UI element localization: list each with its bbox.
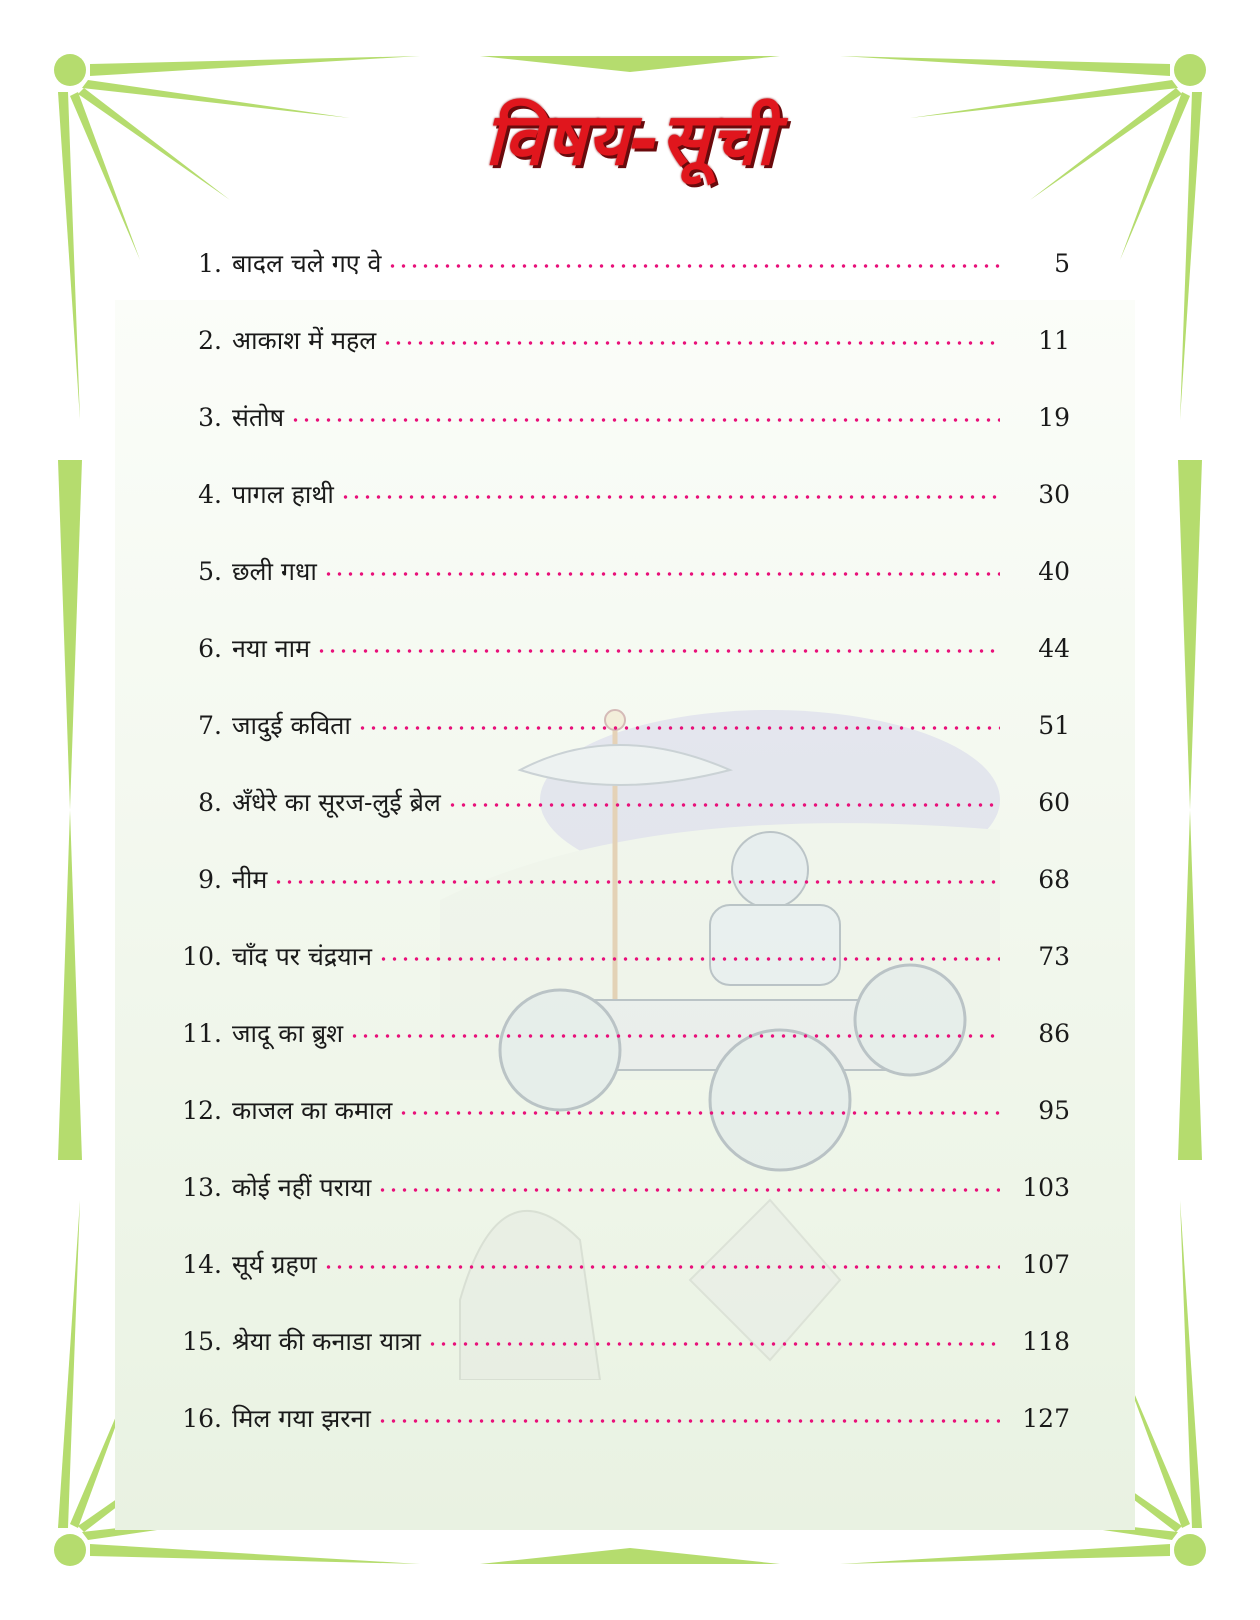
entry-number: 8. (198, 787, 222, 817)
entry-number: 14. (182, 1249, 222, 1279)
entry-title: पागल हाथी (232, 480, 334, 509)
entry-page: 5 (1054, 248, 1070, 278)
toc-entry-2[interactable] (170, 315, 1070, 365)
entry-page: 44 (1038, 633, 1070, 663)
entry-title: संतोष (232, 403, 285, 432)
entry-number: 16. (182, 1403, 222, 1433)
entry-page: 51 (1038, 710, 1070, 740)
toc-entry-6[interactable] (170, 623, 1070, 673)
entry-title: बादल चले गए वे (232, 249, 382, 278)
entry-page: 107 (1022, 1249, 1070, 1279)
toc-entry-10[interactable] (170, 931, 1070, 981)
entry-number: 12. (182, 1095, 222, 1125)
leader-dots (382, 341, 1000, 345)
toc-entry-16[interactable] (170, 1393, 1070, 1443)
entry-page: 68 (1038, 864, 1070, 894)
entry-page: 11 (1038, 325, 1070, 355)
leader-dots (427, 1342, 1000, 1346)
toc-entry-4[interactable] (170, 469, 1070, 519)
leader-dots (447, 803, 1000, 807)
entry-page: 73 (1038, 941, 1070, 971)
leader-dots (323, 572, 1000, 576)
leader-dots (398, 1111, 1000, 1115)
entry-title: नीम (232, 865, 268, 894)
entry-page: 30 (1038, 479, 1070, 509)
leader-dots (377, 1188, 1000, 1192)
entry-page: 95 (1038, 1095, 1070, 1125)
entry-page: 86 (1038, 1018, 1070, 1048)
entry-title: छली गधा (232, 557, 317, 586)
entry-number: 11. (182, 1018, 222, 1048)
entry-title: कोई नहीं पराया (232, 1173, 372, 1202)
toc-entry-1[interactable] (170, 238, 1070, 288)
toc-entry-15[interactable] (170, 1316, 1070, 1366)
entry-number: 1. (198, 248, 222, 278)
entry-number: 9. (198, 864, 222, 894)
entry-number: 7. (198, 710, 222, 740)
entry-number: 13. (182, 1172, 222, 1202)
leader-dots (377, 1419, 1000, 1423)
toc-entry-7[interactable] (170, 700, 1070, 750)
toc-entry-11[interactable] (170, 1008, 1070, 1058)
toc-entry-12[interactable] (170, 1085, 1070, 1135)
leader-dots (273, 880, 1000, 884)
entry-title: श्रेया की कनाडा यात्रा (232, 1327, 421, 1356)
entry-page: 19 (1038, 402, 1070, 432)
toc-entry-9[interactable] (170, 854, 1070, 904)
toc-entry-8[interactable] (170, 777, 1070, 827)
entry-number: 6. (198, 633, 222, 663)
leader-dots (316, 649, 1000, 653)
entry-number: 3. (198, 402, 222, 432)
toc-entry-5[interactable] (170, 546, 1070, 596)
entry-page: 60 (1038, 787, 1070, 817)
entry-page: 118 (1022, 1326, 1070, 1356)
entry-title: नया नाम (232, 634, 311, 663)
toc-entry-13[interactable] (170, 1162, 1070, 1212)
entry-title: मिल गया झरना (232, 1404, 371, 1433)
toc-entry-3[interactable] (170, 392, 1070, 442)
entry-page: 103 (1022, 1172, 1070, 1202)
entry-number: 5. (198, 556, 222, 586)
leader-dots (387, 264, 1000, 268)
leader-dots (349, 1034, 1000, 1038)
toc-entry-14[interactable] (170, 1239, 1070, 1289)
entry-page: 40 (1038, 556, 1070, 586)
leader-dots (290, 418, 1000, 422)
entry-number: 15. (182, 1326, 222, 1356)
page-title: विषय-सूची (484, 97, 776, 181)
entry-title: जादुई कविता (232, 711, 351, 740)
leader-dots (357, 726, 1000, 730)
entry-title: चाँद पर चंद्रयान (232, 942, 372, 971)
entry-title: काजल का कमाल (232, 1096, 393, 1125)
entry-title: सूर्य ग्रहण (232, 1250, 317, 1279)
entry-page: 127 (1022, 1403, 1070, 1433)
leader-dots (378, 957, 1000, 961)
entry-number: 2. (198, 325, 222, 355)
entry-title: जादू का ब्रुश (232, 1019, 344, 1048)
entry-number: 4. (198, 479, 222, 509)
entry-number: 10. (182, 941, 222, 971)
entry-title: आकाश में महल (232, 326, 377, 355)
entry-title: अँधेरे का सूरज-लुई ब्रेल (232, 788, 441, 817)
leader-dots (323, 1265, 1000, 1269)
leader-dots (340, 495, 1000, 499)
